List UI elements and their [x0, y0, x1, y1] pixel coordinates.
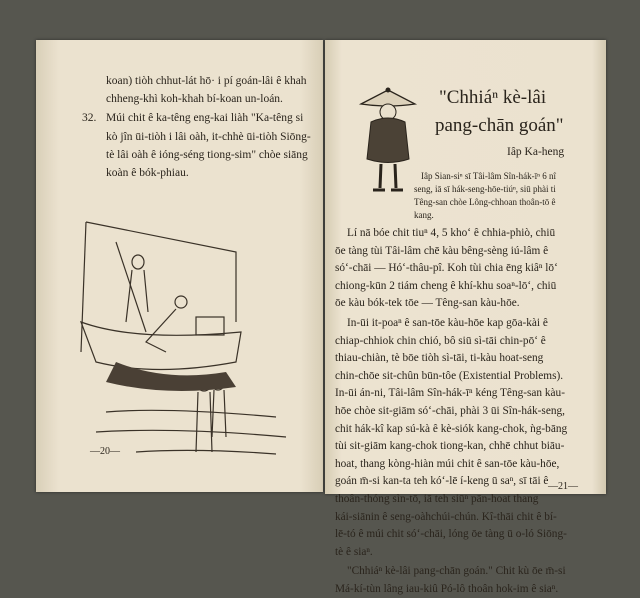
text-line: goán m̄-si kan-ta teh kóʻ-lē í-keng ū saⁿ, sī tāi ê	[335, 475, 549, 488]
text-line: hoat, thang kòng-hiàn múi chit ê san-tōe kàu-hōe,	[335, 457, 560, 470]
text-line: ōe kàu bók-tek tōe — Têng-san kàu-hōe.	[335, 297, 520, 310]
author-note-line: Têng-san chòe Lông-chhoan thoân-tō ê	[414, 197, 556, 207]
text-line: Múi chit ê ka-têng eng-kai liàh "Ka-têng si	[106, 112, 304, 124]
text-line: koàn ê bók-phiau.	[106, 167, 189, 179]
text-line: "Chhiáⁿ kè-lâi pang-chān goán." Chit kù ōe m̄-si	[347, 565, 566, 578]
text-line: hōe chòe sit-giām sóʻ-chāi, phài 3 ūi Sîn-hák-seng,	[335, 405, 565, 417]
author-note-line: kang.	[414, 210, 434, 220]
text-line: chheng-khì koh-khah bí-koan un-loán.	[106, 93, 283, 105]
text-line: thiau-chiàn, tè bōe tiòh sì-tāi, ti-kàu hoat-seng	[335, 352, 544, 365]
page-number: —21—	[548, 481, 578, 492]
article-title-line-2: pang-chān goán"	[435, 115, 564, 136]
item-number: 32.	[82, 112, 97, 124]
text-line: In-ūi it-poaⁿ ê san-tōe kàu-hōe kap gōa-kài ê	[347, 317, 548, 329]
text-line: chiong-kūn 2 tiám cheng ê khí-khu soaⁿ-lōʻ, chiū	[335, 279, 557, 292]
boy-illustration	[353, 84, 423, 199]
text-line: sóʻ-chāi — Hóʻ-thâu-pî. Koh tùi chia ēng kiâⁿ lōʻ	[335, 262, 558, 275]
author-note-line: Iâp Sian-siⁿ sī Tâi-lâm Sîn-hák-īⁿ 6 nî	[421, 171, 556, 181]
text-line: chiap-chhiok chin chió, bô siū sì-tāi chin-pōʻ ê	[335, 334, 546, 347]
text-line: ōe tàng tùi Tâi-lâm chē kàu bêng-sèng iú-lâm ê	[335, 244, 549, 257]
text-line: kái-siānin ê seng-oàhchúi-chún. Kî-thāi chit ê bí-	[335, 510, 557, 523]
text-line: Lí nā bóe chit tiuⁿ 4, 5 khoʻ ê chhia-phiò, chiū	[347, 227, 556, 239]
text-line: In-ūi án-ni, Tâi-lâm Sîn-hák-īⁿ kéng Têng-san kàu-	[335, 387, 565, 400]
boat-illustration	[76, 212, 296, 462]
author-note-line: seng, iā sī hák-seng-hōe-tiúⁿ, siū phài ti	[414, 184, 556, 194]
text-line: chin-chōe sit-chûn būn-tôe (Existential Problems).	[335, 369, 564, 382]
page-number: —20—	[90, 446, 120, 457]
text-line: kò jîn ūi-tiòh i lâi oàh, it-chhè ūi-tiòh Siōng-	[106, 131, 311, 143]
text-line: tè lâi oàh ê ióng-séng tiong-sim" chòe siāng	[106, 149, 308, 161]
text-line: lē-tó ê múi chit sóʻ-chāi, lóng ōe tàng ū o-ló Siōng-	[335, 528, 567, 541]
text-line: thoân-thóng sìn-tō, iā teh siūⁿ pān-hoat thang	[335, 493, 539, 505]
right-page	[325, 40, 606, 595]
author: Iâp Ka-heng	[507, 146, 565, 158]
text-line: Má-kí-tùn lâng iau-kiû Pó-lô thoân hok-im ê siaⁿ.	[335, 583, 559, 595]
article-title-line-1: "Chhiáⁿ kè-lâi	[439, 87, 547, 108]
text-line: koan) tiòh chhut-lát hō· i pí goán-lâi ê khah	[106, 75, 307, 87]
text-line: tè ê siaⁿ.	[335, 545, 373, 558]
left-page	[36, 40, 323, 492]
text-line: chit hák-kî kap sú-kà ê kè-siók kang-chok, ǹg-bāng	[335, 422, 568, 435]
text-line: tùi sit-giām kang-chok tiong-kan, chhē chhut biāu-	[335, 440, 565, 453]
